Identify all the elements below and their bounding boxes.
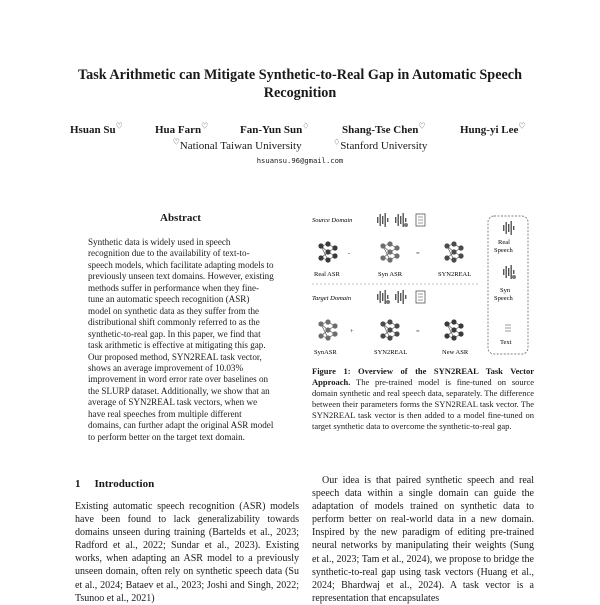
- real-speech-icon: [503, 221, 514, 235]
- affiliation-mark: ♢: [333, 137, 341, 147]
- text-doc-icon: [416, 291, 425, 303]
- author-name: Hung-yi Lee: [460, 124, 519, 136]
- author-email[interactable]: hsuansu.96@gmail.com: [256, 156, 344, 165]
- section-number: 1: [75, 478, 81, 490]
- op-minus: -: [348, 250, 351, 257]
- affiliation-mark: ♡: [518, 121, 526, 131]
- node-label: Real ASR: [314, 271, 340, 278]
- paper-title: Task Arithmetic can Mitigate Synthetic-to-Real Gap in Automatic Speech Recognition: [78, 67, 522, 101]
- author: [342, 121, 426, 136]
- intro-body: [75, 500, 299, 605]
- text-doc-icon: [416, 214, 425, 226]
- op-equals: =: [416, 250, 420, 257]
- legend-label: Speech: [494, 247, 513, 254]
- real-speech-icon: [377, 213, 388, 227]
- author: [240, 121, 310, 136]
- syn-asr-node: [318, 319, 337, 340]
- op-plus: +: [350, 328, 354, 335]
- target-domain-label: Target Domain: [312, 295, 352, 302]
- legend-label: Real: [498, 239, 510, 246]
- section-heading: [75, 478, 154, 490]
- author: [155, 121, 209, 136]
- figure-caption: [312, 366, 534, 432]
- abstract-text: Synthetic data is widely used in speech recognition due to the availability of text-to-speech models, which facilitate adapting models to previously unseen text domains. However, existing methods suffer in performance when they fine-tune an automatic speech recognition (ASR) model on synthetic data as they suffer from the distributional shift commonly referred to as the synthetic-to-real gap. In this paper, we find that task arithmetic is effective at mitigating this gap. Our proposed method, SYN2REAL task vector, shows an average improvement of 10.03% improvement in word error rate over baselines on the SLURP dataset. Additionally, we show that an average of SYN2REAL task vectors, when we have real speeches from multiple different domains, can further adapt the original ASR model to perform better on the target text domain.: [88, 237, 274, 442]
- node-label: SYN2REAL: [438, 271, 472, 278]
- source-domain-label: Source Domain: [312, 217, 353, 224]
- legend-label: Speech: [494, 295, 513, 302]
- caption-lead: Figure 1: Overview of the SYN2REAL Task Vector Approach.: [312, 366, 534, 387]
- legend-label: Syn: [500, 287, 511, 294]
- intro-text: Existing automatic speech recognition (ASR) models have been found to lack generalizability towards domains unseen during training (Bartelds et al., 2023; Radford et al., 2022; Sundar et al., 2023). Existing works, when adapting an ASR model to a previously unseen domain, often rely on synthetic speech data (Su et al., 2024; Bataev et al., 2023; Joshi and Singh, 2022; Tsunoo et al., 2021): [75, 501, 299, 604]
- affiliation-mark: ♡: [172, 137, 180, 147]
- syn-speech-icon: [395, 213, 408, 227]
- node-label: SynASR: [314, 349, 337, 356]
- author: [460, 121, 526, 136]
- author-name: Hsuan Su: [70, 124, 116, 136]
- affiliation-name: Stanford University: [340, 140, 428, 152]
- author-name: Fan-Yun Sun: [240, 124, 303, 136]
- affiliation-mark: ♡: [115, 121, 123, 131]
- syn-speech-icon: [503, 265, 516, 279]
- body-paragraph: Our idea is that paired synthetic speech and real speech data within a single domain can guide the adaptation of models trained on synthetic data to perform better on real-world data in a new domain. Inspired by the new paradigm of editing pre-trained neural networks by manipulating their weights (Sung et al., 2023; Tam et al., 2024), we propose to bridge the synthetic-to-real gap using task vectors (Huang et al., 2024; Bhardwaj et al., 2024). A task vector is a representation that encapsulates: [312, 475, 534, 604]
- syn-asr-node: [380, 241, 399, 262]
- op-equals: =: [416, 328, 420, 335]
- abstract-heading: Abstract: [160, 212, 201, 224]
- text-doc-icon: [505, 325, 511, 331]
- affiliation-mark: ♢: [302, 121, 310, 131]
- node-label: Syn ASR: [378, 271, 403, 278]
- caption-body: The pre-trained model is fine-tuned on source domain synthetic and real speech data, separately. The difference between their parameters forms the SYN2REAL task vector. The SYN2REAL task vector is then added to a model fine-tuned on target synthetic data to overcome the synthetic-to-real gap.: [312, 377, 534, 431]
- affiliations: [0, 137, 600, 152]
- author-name: Hua Farn: [155, 124, 202, 136]
- affiliation-name: National Taiwan University: [179, 140, 302, 152]
- syn2real-node: [380, 319, 399, 340]
- affiliation-mark: ♡: [418, 121, 426, 131]
- abstract-body: [88, 237, 274, 443]
- author: [70, 121, 123, 136]
- real-asr-node: [318, 241, 337, 262]
- author-list: [0, 121, 600, 138]
- node-label: SYN2REAL: [374, 349, 408, 356]
- syn-speech-icon: [395, 290, 406, 304]
- syn2real-node: [444, 241, 463, 262]
- syn-speech-icon: [377, 290, 390, 304]
- author-name: Shang-Tse Chen: [342, 124, 419, 136]
- affiliation-mark: ♡: [201, 121, 209, 131]
- legend-label: Text: [500, 339, 512, 346]
- section-title: Introduction: [94, 478, 155, 490]
- new-asr-node: [444, 319, 463, 340]
- legend-box: [488, 216, 528, 354]
- figure-diagram: [308, 210, 536, 360]
- right-column-body: [312, 474, 534, 605]
- node-label: New ASR: [442, 349, 469, 356]
